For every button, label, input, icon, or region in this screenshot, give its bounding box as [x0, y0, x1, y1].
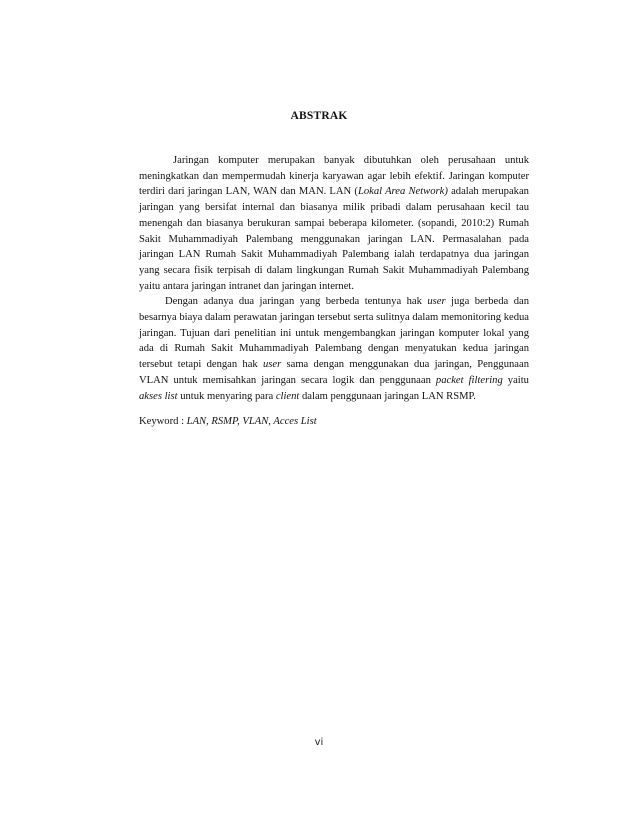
text-run: Jaringan komputer merupakan banyak dibutuhkan oleh perusahaan untuk meningkatkan dan mempermudah kinerja karyawan agar lebih efektif. Jaringan komputer terdiri dari jaringan LAN, WAN dan MAN. LAN ( [139, 155, 529, 198]
text-run: adalah merupakan jaringan yang bersifat internal dan biasanya milik pribadi dalam perusahaan kecil tau menengah dan biasanya berukuran sampai beberapa kilometer. (sopandi, 2010:2) Rumah Sakit Muhammadiyah Palembang menggunakan jaringan LAN. Permasalahan pada jaringan LAN Rumah Sakit Muhammadiyah Palembang ialah terdapatnya dua jaringan yang secara fisik terpisah di dalam lingkungan Rumah Sakit Muhammadiyah Palembang yaitu antara jaringan intranet dan jaringan internet. [139, 186, 529, 292]
text-run-italic: user [427, 296, 446, 308]
keyword-values: LAN, RSMP, VLAN, Acces List [186, 416, 317, 427]
text-run-italic: packet filtering [435, 374, 503, 386]
text-run: dalam penggunaan jaringan LAN RSMP. [299, 390, 476, 402]
page-number: vi [314, 737, 324, 748]
text-run-italic: user [262, 359, 282, 371]
text-run: yaitu [502, 374, 529, 386]
text-run: juga berbeda dan besarnya biaya dalam perawatan jaringan tersebut serta sulitnya dalam memonitoring kedua jaringan. Tujuan dari penelitian ini untuk mengembangkan jaringan komputer lokal yang ada di Rumah Sakit Muhammadiyah Palembang dengan menyatukan kedua jaringan tersebut tetapi dengan hak [139, 296, 529, 371]
keyword-label: Keyword : [139, 416, 187, 427]
text-run: sama dengan menggunakan dua jaringan, Penggunaan VLAN untuk memisahkan jaringan secara logik dan penggunaan [139, 359, 529, 386]
text-run-italic: Lokal Area Network) [357, 186, 448, 198]
page-title: ABSTRAK [290, 110, 348, 122]
text-run: Dengan adanya dua jaringan yang berbeda tentunya hak [165, 296, 428, 308]
keyword-line [139, 414, 529, 430]
abstract-paragraph-1 [139, 153, 529, 294]
text-run: untuk menyaring para [177, 390, 276, 402]
abstract-paragraph-2 [139, 294, 529, 404]
text-run-italic: client [275, 390, 300, 402]
text-run-italic: akses list [139, 390, 178, 402]
abstract-body [139, 153, 529, 404]
